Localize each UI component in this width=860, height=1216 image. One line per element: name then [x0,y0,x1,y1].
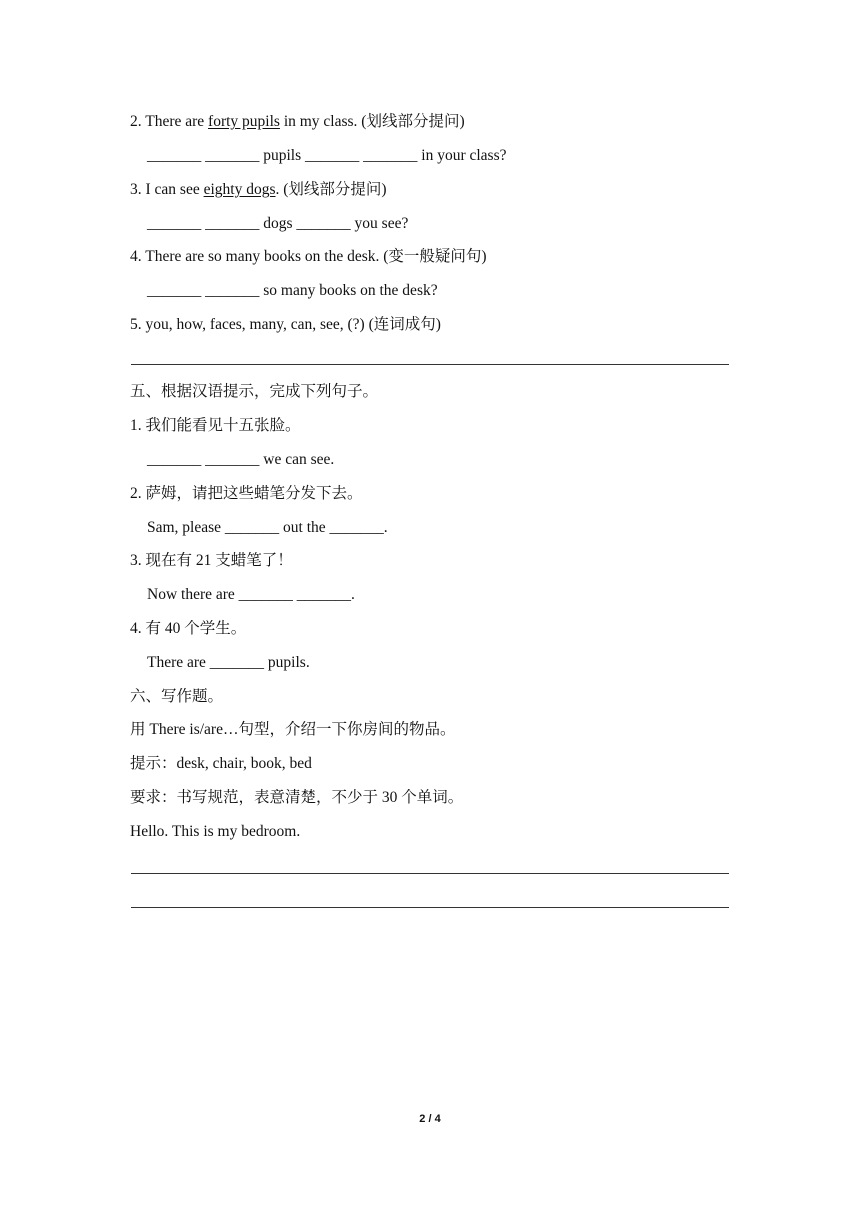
question-5-prompt: 5. you, how, faces, many, can, see, (?) (连词成句) [130,316,441,333]
section-6-instruction: 用 There is/are…句型，介绍一下你房间的物品。 [130,721,456,738]
section-6-opening: Hello. This is my bedroom. [130,823,301,840]
section-5-item-2-answer: Sam, please _______ out the _______. [147,519,388,536]
question-4-answer: _______ _______ so many books on the desk? [147,282,438,299]
section-5-title: 五、根据汉语提示，完成下列句子。 [130,383,379,400]
question-3-answer: _______ _______ dogs _______ you see? [147,215,409,232]
section-5-item-4-answer: There are _______ pupils. [147,654,310,671]
underlined-phrase: eighty dogs [203,181,276,198]
section-6-title: 六、写作题。 [130,688,224,705]
section-6-hint: 提示：desk, chair, book, bed [130,755,312,772]
section-5-item-2-prompt: 2. 萨姆，请把这些蜡笔分发下去。 [130,485,363,502]
writing-line [131,907,729,908]
answer-line [131,364,729,365]
section-5-item-1-answer: _______ _______ we can see. [147,451,335,468]
section-6-requirement: 要求：书写规范，表意清楚，不少于 30 个单词。 [130,789,464,806]
question-3-prompt: 3. I can see eighty dogs. (划线部分提问) [130,181,387,198]
underlined-phrase: forty pupils [208,113,280,130]
question-4-prompt: 4. There are so many books on the desk. (变一般疑问句) [130,248,487,265]
question-2-prompt: 2. There are forty pupils in my class. (划线部分提问) [130,113,465,130]
question-2-answer: _______ _______ pupils _______ _______ in your class? [147,147,507,164]
section-5-item-1-prompt: 1. 我们能看见十五张脸。 [130,417,301,434]
page-number: 2 / 4 [419,1113,441,1125]
section-5-item-3-answer: Now there are _______ _______. [147,586,355,603]
writing-line [131,873,729,874]
section-5-item-4-prompt: 4. 有 40 个学生。 [130,620,247,637]
section-5-item-3-prompt: 3. 现在有 21 支蜡笔了！ [130,552,293,569]
